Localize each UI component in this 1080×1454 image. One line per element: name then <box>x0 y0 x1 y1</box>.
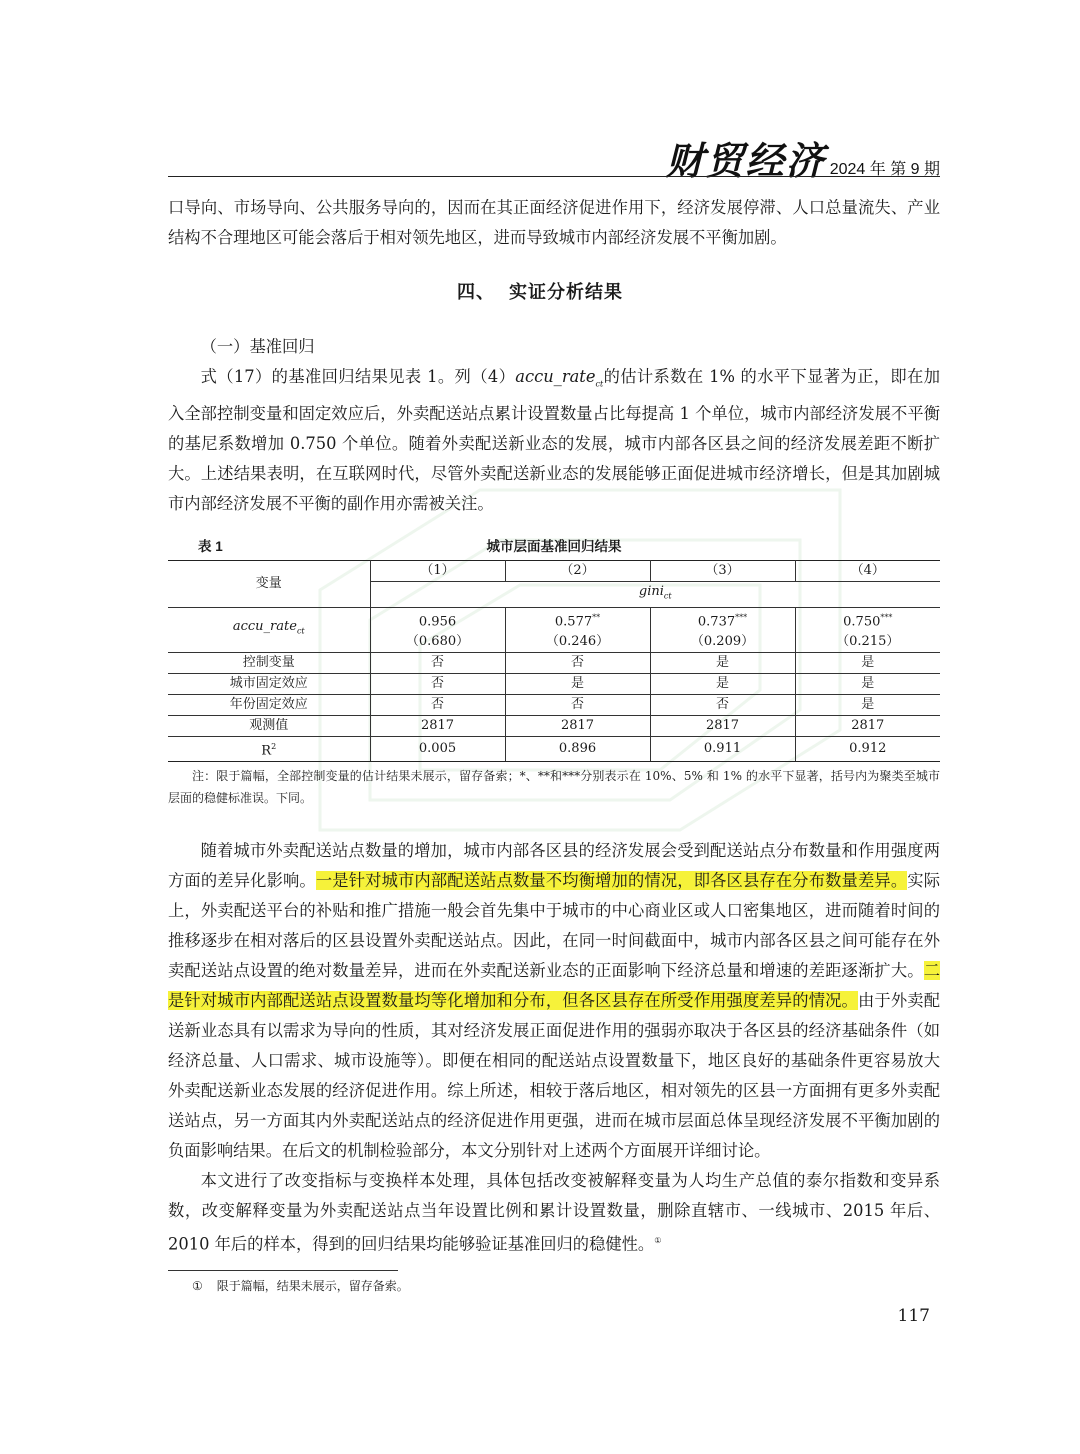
mechanism-paragraph: 随着城市外卖配送站点数量的增加，城市内部各区县的经济发展会受到配送站点分布数量和作用强度两方面的差异化影响。一是针对城市内部配送站点数量不均衡增加的情况，即各区县存在分布数量差异。实际上，外卖配送平台的补贴和推广措施一般会首先集中于城市的中心商业区或人口密集地区，进而随着时间的推移逐步在相对落后的区县设置外卖配送站点。因此，在同一时间截面中，城市内部各区县之间可能存在外卖配送站点设置的绝对数量差异，进而在外卖配送新业态的正面影响下经济总量和增速的差距逐渐扩大。二是针对城市内部配送站点设置数量均等化增加和分布，但各区县存在所受作用强度差异的情况。由于外卖配送新业态具有以需求为导向的性质，其对经济发展正面促进作用的强弱亦取决于各区县的经济基础条件（如经济总量、人口需求、城市设施等）。即便在相同的配送站点设置数量下，地区良好的基础条件更容易放大外卖配送新业态发展的经济促进作用。综上所述，相较于落后地区，相对领先的区县一方面拥有更多外卖配送站点，另一方面其内外卖配送站点的经济促进作用更强，进而在城市层面总体呈现经济发展不平衡加剧的负面影响结果。在后文的机制检验部分，本文分别针对上述两个方面展开详细讨论。 本文进行了改变指标与变换样本处理，具体包括改变被解释变量为人均生产总值的泰尔指数和变异系数，改变解释变量为外卖配送站点当年设置比例和累计设置数量，删除直辖市、一线城市、2015 年后、2010 年后的样本，得到的回归结果均能够验证基准回归的稳健性。① <box>168 836 940 1259</box>
column-header: （4） <box>795 561 940 582</box>
regression-table <box>168 560 940 762</box>
coefficient-cell: 0.737*** <box>650 607 795 632</box>
footnote-rule <box>168 1270 398 1271</box>
baseline-regression-block <box>168 332 940 519</box>
std-error-cell: （0.209） <box>650 632 795 653</box>
dependent-variable: gini$_{ct}$ <box>370 582 940 608</box>
highlighted-text: 二是针对城市内部配送站点设置数量均等化增加和分布，但各区县存在所受作用强度差异的情况。 <box>168 961 940 1010</box>
key-variable: accu_rate$_{ct}$ <box>168 607 370 652</box>
table-row: 城市固定效应 否 是 是 是 <box>168 673 940 694</box>
std-error-cell: （0.680） <box>370 632 505 653</box>
table-number: 表 1 <box>198 539 223 554</box>
column-header: （1） <box>370 561 505 582</box>
variable-header: 变量 <box>168 561 370 608</box>
std-error-cell: （0.246） <box>505 632 650 653</box>
section-title: 实证分析结果 <box>509 282 623 302</box>
footnote-ref[interactable]: ① <box>654 1236 662 1245</box>
header-rule <box>168 176 940 177</box>
column-header: （3） <box>650 561 795 582</box>
table-title: 城市层面基准回归结果 <box>486 539 622 554</box>
highlighted-text: 一是针对城市内部配送站点数量不均衡增加的情况，即各区县存在分布数量差异。 <box>315 871 908 890</box>
coefficient-cell: 0.577** <box>505 607 650 632</box>
std-error-cell: （0.215） <box>795 632 940 653</box>
robustness-paragraph: 本文进行了改变指标与变换样本处理，具体包括改变被解释变量为人均生产总值的泰尔指数和变异系数，改变解释变量为外卖配送站点当年设置比例和累计设置数量，删除直辖市、一线城市、2015 年后、2010 年后的样本，得到的回归结果均能够验证基准回归的稳健性。① <box>168 1171 940 1254</box>
table-row: $R^2$ 0.005 0.896 0.911 0.912 <box>168 736 940 761</box>
footnote <box>192 1277 409 1294</box>
coefficient-cell: 0.750*** <box>795 607 940 632</box>
inline-variable: accu_rate <box>515 367 596 386</box>
footnote-text: 限于篇幅，结果未展示，留存备索。 <box>216 1279 409 1293</box>
table-row: 观测值 2817 2817 2817 2817 <box>168 715 940 736</box>
r-squared-label: $R^2$ <box>168 736 370 761</box>
intro-text: 口导向、市场导向、公共服务导向的，因而在其正面经济促进作用下，经济发展停滞、人口总量流失、产业结构不合理地区可能会落后于相对领先地区，进而导致城市内部经济发展不平衡加剧。 <box>168 198 940 247</box>
subsection-heading: （一）基准回归 <box>200 337 315 356</box>
table-note: 注：限于篇幅，全部控制变量的估计结果未展示，留存备索；*、**和***分别表示在 10%、5% 和 1% 的水平下显著，括号内为聚类至城市层面的稳健标准误。下同。 <box>168 769 940 805</box>
page-number: 117 <box>897 1306 930 1326</box>
footnote-mark: ① <box>192 1279 203 1293</box>
section-heading <box>0 278 1080 304</box>
coefficient-cell: 0.956 <box>370 607 505 632</box>
column-header: （2） <box>505 561 650 582</box>
issue-number: 2024 年 第 9 期 <box>829 161 940 178</box>
baseline-paragraph: 式（17）的基准回归结果见表 1。列（4）accu_rate$_{ct}$的估计系数在 1% 的水平下显著为正，即在加入全部控制变量和固定效应后，外卖配送站点累计设置数量占比每提高 1 个单位，城市内部经济发展不平衡的基尼系数增加 0.750 个单位。随着外卖配送新业态的发展，城市内部各区县之间的经济发展差距不断扩大。上述结果表明，在互联网时代，尽管外卖配送新业态的发展能够正面促进城市经济增长，但是其加剧城市内部经济发展不平衡的副作用亦需被关注。 <box>168 367 940 514</box>
journal-name: 财贸经济 <box>665 138 826 183</box>
section-number: 四、 <box>457 282 495 302</box>
table-row: 年份固定效应 否 否 否 是 <box>168 694 940 715</box>
intro-paragraph <box>168 193 940 253</box>
table-row: 控制变量 否 否 是 是 <box>168 652 940 673</box>
